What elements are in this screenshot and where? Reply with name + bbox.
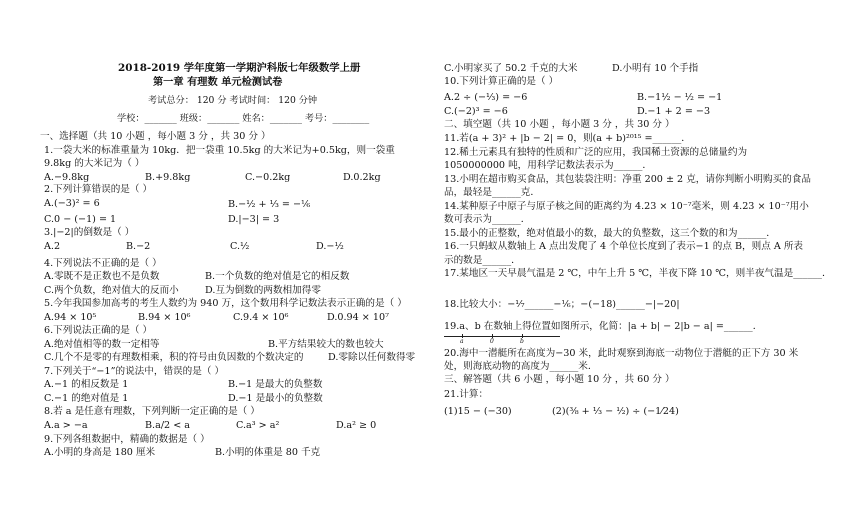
question-text: 数可表示为______． <box>444 214 531 225</box>
option-text: B.−1 是最大的负整数 <box>228 379 323 390</box>
option-text: A.94 × 10⁵ <box>44 312 97 323</box>
question-text: 7.下列关于“−1”的说法中，错误的是（ ） <box>44 366 225 377</box>
option-text: A.2 <box>44 241 61 252</box>
option-text: A.(−3)² = 6 <box>44 198 100 209</box>
option-text: C.a³ > a² <box>236 420 280 431</box>
number-line <box>444 333 564 347</box>
option-text: D.0.94 × 10⁷ <box>327 312 389 323</box>
option-text: C.小明家买了 50.2 千克的大米 <box>444 63 578 74</box>
option-text: D.零除以任何数得零 <box>328 352 416 363</box>
option-text: C.两个负数，绝对值大的反而小 <box>44 285 179 296</box>
option-text: A.−1 的相反数是 1 <box>44 379 129 390</box>
option-text: C.(−2)³ = −6 <box>444 106 508 117</box>
question-text: 品，最轻是______克． <box>444 187 540 198</box>
question-text: 1.一袋大米的标准重量为 10kg．把一袋重 10.5kg 的大米记为+0.5kg，则一袋重 <box>44 145 395 156</box>
option-text: A.零既不是正数也不是负数 <box>44 271 160 282</box>
option-text: B.−2 <box>126 241 151 252</box>
option-text: A.−9.8kg <box>44 172 90 183</box>
question-text: 16.一只蚂蚁从数轴上 A 点出发爬了 4 个单位长度到了表示−1 的点 B，则点 A 所表 <box>444 241 804 252</box>
option-text: C.½ <box>230 241 250 252</box>
question-text: 13.小明在超市购买食品，其包装袋注明：净重 200 ± 2 克，请你判断小明购买的食品 <box>444 174 811 185</box>
question-text: 4.下列说法不正确的是（ ） <box>44 258 162 269</box>
question-text: 12.稀土元素具有独特的性质和广泛的应用，我国稀土资源的总储量约为 <box>444 147 748 158</box>
option-text: C.−1 的绝对值是 1 <box>44 393 129 404</box>
option-text: D.|−3| = 3 <box>228 214 280 225</box>
question-text: 5.今年我国参加高考的考生人数约为 940 万，这个数用科学记数法表示正确的是（ ） <box>44 298 407 309</box>
question-text: 2.下列计算错误的是（ ） <box>44 184 153 195</box>
question-text: 15.最小的正整数，绝对值最小的数，最大的负整数，这三个数的和为______． <box>444 228 776 239</box>
exam-info: 考试总分： 120 分 考试时间： 120 分钟 <box>148 95 318 106</box>
question-text: 8.若 a 是任意有理数，下列判断一定正确的是（ ） <box>44 406 260 417</box>
question-text: 21.计算： <box>444 389 489 400</box>
question-text: 9.8kg 的大米记为（ ） <box>44 158 145 169</box>
section-heading-choice: 一、选择题（共 10 小题 ，每小题 3 分 ，共 30 分 ） <box>40 131 271 142</box>
number-line-label: 0 <box>490 338 494 345</box>
number-line-label: a <box>460 338 464 345</box>
option-text: B.一个负数的绝对值是它的相反数 <box>205 271 350 282</box>
question-text: 示的数是______． <box>444 255 521 266</box>
question-text: 14.某种原子中原子与原子核之间的距离约为 4.23 × 10⁻⁷毫米，则 4.23 × 10⁻⁷用小 <box>444 201 809 212</box>
section-heading-answer: 三、解答题（共 6 小题 ，每小题 10 分 ，共 60 分 ） <box>444 374 675 385</box>
question-text: 19.a、b 在数轴上得位置如图所示，化简：|a + b| − 2|b − a| =______． <box>444 321 763 332</box>
sub-question: (2)(⅜ + ⅓ − ½) ÷ (−1⁄24) <box>552 406 679 417</box>
option-text: C.9.4 × 10⁶ <box>233 312 289 323</box>
question-text: 处，则海底动物的高度为______米． <box>444 361 598 372</box>
option-text: C.0 − (−1) = 1 <box>44 214 117 225</box>
question-text: 11.若(a + 3)² + |b − 2| = 0，则(a + b)²⁰¹⁵ =______． <box>444 133 691 144</box>
option-text: B.a/2 < a <box>145 420 191 431</box>
number-line-label: b <box>520 338 524 345</box>
question-text: 17.某地区一天早晨气温是 2 ℃，中午上升 5 ℃，半夜下降 10 ℃，则半夜气温是______． <box>444 268 832 279</box>
option-text: D.0.2kg <box>343 172 381 183</box>
question-text: 6.下列说法正确的是（ ） <box>44 325 153 336</box>
option-text: B.−1½ − ½ = −1 <box>637 92 723 103</box>
option-text: D.互为倒数的两数相加得零 <box>205 285 321 296</box>
option-text: A.a > −a <box>44 420 88 431</box>
option-text: D.−½ <box>316 241 344 252</box>
option-text: C.几个不是零的有理数相乘，积的符号由负因数的个数决定的 <box>44 352 304 363</box>
option-text: A.绝对值相等的数一定相等 <box>44 339 160 350</box>
option-text: B.−½ + ⅓ = −⅙ <box>228 199 311 210</box>
section-heading-fill: 二、填空题（共 10 小题 ，每小题 3 分 ，共 30 分 ） <box>444 119 675 130</box>
question-text: 20.海中一潜艇所在高度为−30 米，此时观察到海底一动物位于潜艇的正下方 30 米 <box>444 348 799 359</box>
option-text: B.94 × 10⁶ <box>138 312 191 323</box>
option-text: D.−1 是最小的负整数 <box>228 393 323 404</box>
question-text: 3.|−2|的倒数是（ ） <box>44 227 135 238</box>
option-text: B.+9.8kg <box>145 172 191 183</box>
sub-question: (1)15 − (−30) <box>444 406 512 417</box>
option-text: D.小明有 10 个手指 <box>612 63 699 74</box>
option-text: A.小明的身高是 180 厘米 <box>44 447 156 458</box>
student-info: 学校：_______ 班级：_______ 姓名：_______ 考号：________ <box>117 113 370 124</box>
question-text: 9.下列各组数据中，精确的数据是（ ） <box>44 434 210 445</box>
question-text: 10.下列计算正确的是（ ） <box>444 76 559 87</box>
option-text: D.−1 + 2 = −3 <box>637 106 711 117</box>
exam-title: 2018-2019 学年度第一学期沪科版七年级数学上册 <box>118 62 361 74</box>
option-text: A.2 ÷ (−⅓) = −6 <box>444 92 528 103</box>
question-text: 18.比较大小：−⅐______−⅙；−(−18)______−|−20| <box>444 299 680 310</box>
question-text: 1050000000 吨，用科学记数法表示为______． <box>444 160 652 171</box>
option-text: B.小明的体重是 80 千克 <box>215 447 321 458</box>
option-text: B.平方结果较大的数也较大 <box>268 339 384 350</box>
exam-subtitle: 第一章 有理数 单元检测试卷 <box>153 76 283 88</box>
option-text: D.a² ≥ 0 <box>336 420 377 431</box>
option-text: C.−0.2kg <box>245 172 291 183</box>
